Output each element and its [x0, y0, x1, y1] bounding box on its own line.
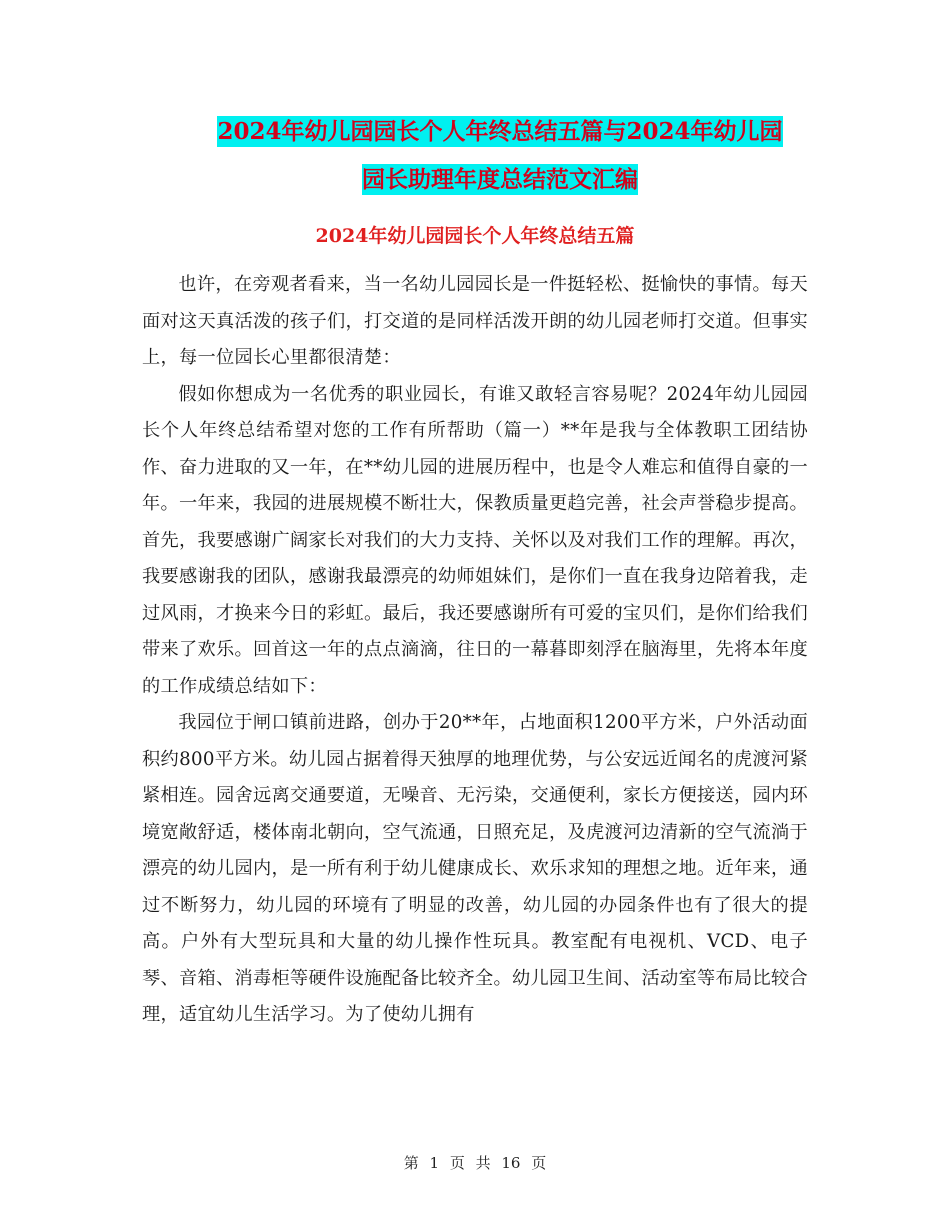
- page-footer: 第 1 页 共 16 页: [403, 1154, 547, 1172]
- document-title-line2: 园长助理年度总结范文汇编: [362, 166, 638, 193]
- document-title: [140, 108, 860, 204]
- document-title-line1: 2024年幼儿园园长个人年终总结五篇与2024年幼儿园: [217, 118, 783, 145]
- paragraph: 也许，在旁观者看来，当一名幼儿园园长是一件挺轻松、挺愉快的事情。每天面对这天真活泼的孩子们，打交道的是同样活泼开朗的幼儿园老师打交道。但事实上，每一位园长心里都很清楚：: [142, 274, 808, 368]
- document-body: [142, 267, 808, 1034]
- paragraph: 假如你想成为一名优秀的职业园长，有谁又敢轻言容易呢？2024年幼儿园园长个人年终总结希望对您的工作有所帮助（篇一）**年是我与全体教职工团结协作、奋力进取的又一年，在**幼儿园的进展历程中，也是令人难忘和值得自豪的一年。一年来，我园的进展规模不断壮大，保教质量更趋完善，社会声誉稳步提高。首先，我要感谢广阔家长对我们的大力支持、关怀以及对我们工作的理解。再次，我要感谢我的团队，感谢我最漂亮的幼师姐妹们，是你们一直在我身边陪着我，走过风雨，才换来今日的彩虹。最后，我还要感谢所有可爱的宝贝们，是你们给我们带来了欢乐。回首这一年的点点滴滴，往日的一幕暮即刻浮在脑海里，先将本年度的工作成绩总结如下：: [142, 383, 808, 697]
- paragraph: 我园位于闸口镇前进路，创办于20**年，占地面积1200平方米，户外活动面积约800平方米。幼儿园占据着得天独厚的地理优势，与公安远近闻名的虎渡河紧紧相连。园舍远离交通要道，无噪音、无污染，交通便利，家长方便接送，园内环境宽敞舒适，楼体南北朝向，空气流通，日照充足，及虎渡河边清新的空气流淌于漂亮的幼儿园内，是一所有利于幼儿健康成长、欢乐求知的理想之地。近年来，通过不断努力，幼儿园的环境有了明显的改善，幼儿园的办园条件也有了很大的提高。户外有大型玩具和大量的幼儿操作性玩具。教室配有电视机、VCD、电子琴、音箱、消毒柜等硬件设施配备比较齐全。幼儿园卫生间、活动室等布局比较合理，适宜幼儿生活学习。为了使幼儿拥有: [142, 712, 808, 1025]
- section-heading: 2024年幼儿园园长个人年终总结五篇: [315, 225, 635, 247]
